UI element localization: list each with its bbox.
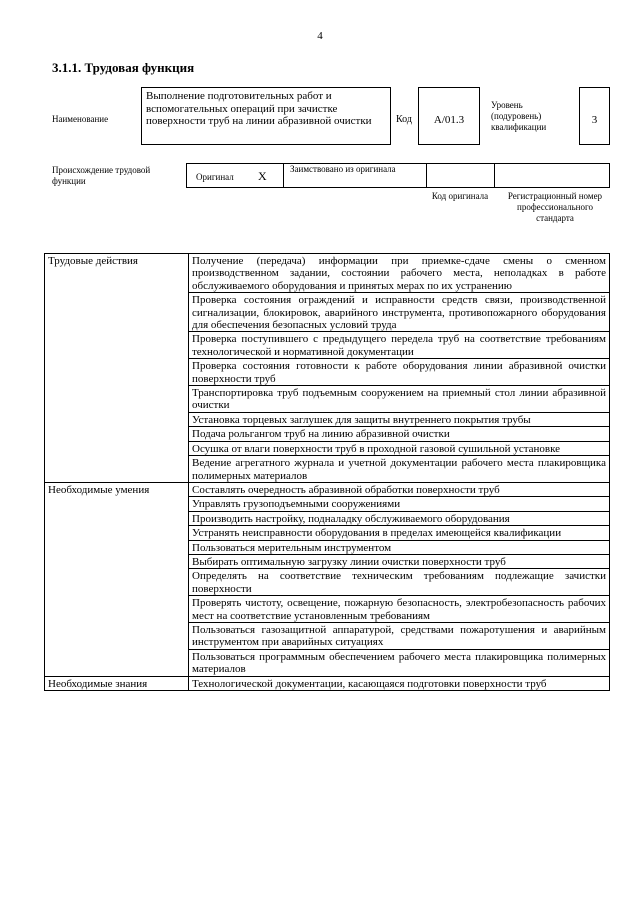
level-label: Уровень (подуровень) квалификации (491, 100, 547, 132)
section-heading-cell (45, 412, 189, 426)
section-heading-cell (45, 526, 189, 540)
table-cell: Транспортировка труб подъемным сооружением на приемный стол линии абразивной очистки (189, 386, 610, 413)
table-cell: Получение (передача) информации при приемке-сдаче смены о сменном производственном задании, состоянии рабочего места, неполадках в работе обслуживаемого оборудования и принятых мерах по их устранению (189, 254, 610, 293)
table-cell: Подача рольгангом труб на линию абразивной очистки (189, 427, 610, 441)
section-heading: Необходимые умения (45, 482, 189, 496)
table-cell: Пользоваться газозащитной аппаратурой, средствами пожаротушения и аварийным инструментом при аварийных ситуациях (189, 622, 610, 649)
section-heading-cell (45, 427, 189, 441)
table-cell: Ведение агрегатного журнала и учетной документации рабочего места плакировщика полимерных материалов (189, 456, 610, 483)
table-row (45, 254, 610, 293)
table-row (45, 511, 610, 525)
section-heading: Необходимые знания (45, 676, 189, 690)
table-cell: Проверка состояния готовности к работе оборудования линии абразивной очистки поверхности труб (189, 359, 610, 386)
table-row (45, 526, 610, 540)
section-heading-cell (45, 456, 189, 483)
original-mark: X (258, 169, 267, 183)
section-heading-cell (45, 596, 189, 623)
code-original-label: Код оригинала (431, 191, 489, 201)
page-number: 4 (317, 30, 323, 42)
reg-number-label: Регистрационный номер профессионального стандарта (507, 191, 603, 223)
table-cell: Технологической документации, касающаяся подготовки поверхности труб (189, 676, 610, 690)
table-cell: Пользоваться программным обеспечением рабочего места плакировщика полимерных материалов (189, 649, 610, 676)
section-heading: Трудовые действия (45, 254, 189, 293)
table-row (45, 293, 610, 332)
table-row (45, 649, 610, 676)
table-cell: Проверка состояния ограждений и исправности средств связи, производственной сигнализации, блокировок, аварийного инструмента, противопожарного оборудования для обеспечения безопасных условий труда (189, 293, 610, 332)
table-row (45, 456, 610, 483)
table-cell: Составлять очередность абразивной обработки поверхности труб (189, 482, 610, 496)
table-row (45, 359, 610, 386)
table-cell: Определять на соответствие техническим требованиям подлежащие зачистки поверхности (189, 569, 610, 596)
table-cell: Управлять грузоподъемными сооружениями (189, 497, 610, 511)
table-cell: Проверять чистоту, освещение, пожарную безопасность, электробезопасность рабочих мест на соответствие установленным требованиям (189, 596, 610, 623)
code-label: Код (396, 114, 412, 125)
table-row (45, 540, 610, 554)
table-row (45, 596, 610, 623)
table-row (45, 622, 610, 649)
function-name: Выполнение подготовительных работ и вспомогательных операций при зачистке поверхности труб на линии абразивной очистки (141, 87, 391, 145)
section-heading-cell (45, 622, 189, 649)
section-heading-cell (45, 649, 189, 676)
table-cell: Установка торцевых заглушек для защиты внутреннего покрытия трубы (189, 412, 610, 426)
name-label: Наименование (52, 114, 109, 124)
table-row (45, 386, 610, 413)
origin-divider (283, 163, 284, 188)
code-value: A/01.3 (418, 87, 480, 145)
section-heading-cell (45, 359, 189, 386)
table-row (45, 676, 610, 690)
borrowed-label: Заимствовано из оригинала (290, 164, 396, 174)
table-row (45, 497, 610, 511)
table-row (45, 412, 610, 426)
table-row (45, 332, 610, 359)
table-row (45, 427, 610, 441)
function-table (44, 253, 610, 691)
table-row (45, 441, 610, 455)
section-heading-cell (45, 441, 189, 455)
section-heading-cell (45, 554, 189, 568)
table-row (45, 554, 610, 568)
table-cell: Выбирать оптимальную загрузку линии очистки поверхности труб (189, 554, 610, 568)
level-value: 3 (579, 87, 610, 145)
original-label: Оригинал (196, 172, 234, 182)
origin-divider (494, 163, 495, 188)
table-cell: Проверка поступившего с предыдущего передела труб на соответствие требованиям технологической и нормативной документации (189, 332, 610, 359)
table-cell: Устранять неисправности оборудования в пределах имеющейся квалификации (189, 526, 610, 540)
table-cell: Производить настройку, подналадку обслуживаемого оборудования (189, 511, 610, 525)
table-cell: Осушка от влаги поверхности труб в проходной газовой сушильной установке (189, 441, 610, 455)
section-heading-cell (45, 332, 189, 359)
table-row (45, 482, 610, 496)
origin-label: Происхождение трудовой функции (52, 165, 151, 186)
origin-divider (426, 163, 427, 188)
section-heading-cell (45, 497, 189, 511)
section-heading-cell (45, 293, 189, 332)
section-heading-cell (45, 569, 189, 596)
section-heading-cell (45, 386, 189, 413)
section-heading-cell (45, 540, 189, 554)
table-cell: Пользоваться мерительным инструментом (189, 540, 610, 554)
section-heading-cell (45, 511, 189, 525)
table-row (45, 569, 610, 596)
section-title: 3.1.1. Трудовая функция (52, 60, 195, 75)
